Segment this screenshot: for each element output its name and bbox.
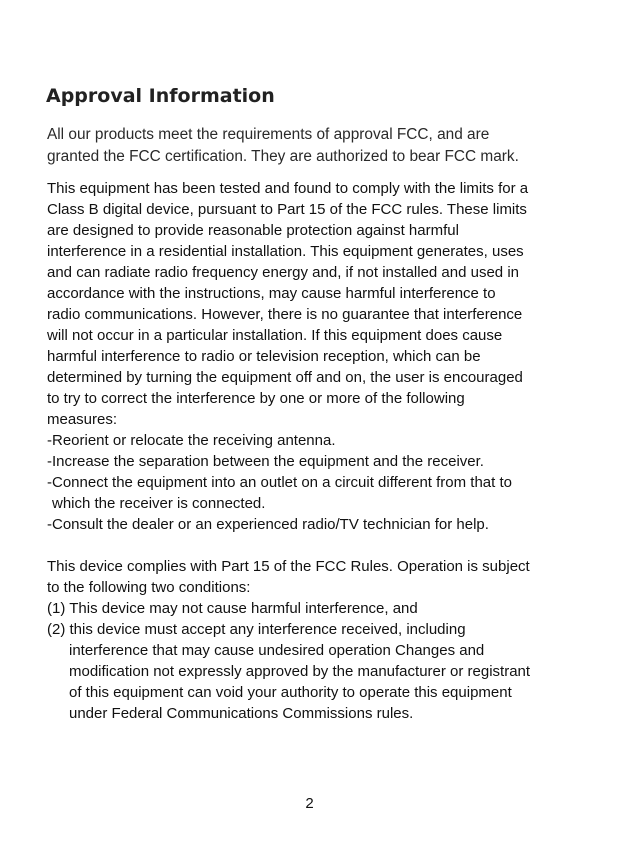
condition-continuation: interference that may cause undesired operation Changes and [69, 642, 485, 659]
condition-continuation: of this equipment can void your authority to operate this equipment [69, 684, 512, 701]
paragraph-line: to the following two conditions: [47, 579, 251, 596]
condition-item: (1) This device may not cause harmful interference, and [47, 600, 418, 617]
measure-item: -Increase the separation between the equipment and the receiver. [47, 453, 484, 470]
measure-item: -Reorient or relocate the receiving antenna. [47, 432, 336, 449]
page-number: 2 [305, 795, 314, 812]
paragraph-line: This device complies with Part 15 of the FCC Rules. Operation is subject [47, 558, 530, 575]
fcc-statement [47, 178, 607, 724]
paragraph-line: accordance with the instructions, may cause harmful interference to [47, 285, 496, 302]
paragraph-line: Class B digital device, pursuant to Part 15 of the FCC rules. These limits [47, 201, 527, 218]
condition-item: (2) this device must accept any interference received, including [47, 621, 466, 638]
paragraph-line: radio communications. However, there is no guarantee that interference [47, 306, 523, 323]
intro-line: All our products meet the requirements of approval FCC, and are [47, 126, 490, 143]
paragraph-line: harmful interference to radio or television reception, which can be [47, 348, 481, 365]
section-title: Approval Information [46, 85, 275, 107]
paragraph-line: determined by turning the equipment off and on, the user is encouraged [47, 369, 523, 386]
intro-line: granted the FCC certification. They are authorized to bear FCC mark. [47, 148, 519, 165]
paragraph-line: are designed to provide reasonable protection against harmful [47, 222, 459, 239]
paragraph-line: and can radiate radio frequency energy and, if not installed and used in [47, 264, 519, 281]
intro-paragraph [47, 124, 607, 168]
paragraph-line: This equipment has been tested and found to comply with the limits for a [47, 180, 529, 197]
paragraph-spacer [47, 535, 607, 556]
paragraph-line: measures: [47, 411, 118, 428]
paragraph-line: to try to correct the interference by one or more of the following [47, 390, 465, 407]
measure-item: -Connect the equipment into an outlet on a circuit different from that to [47, 474, 512, 491]
condition-continuation: under Federal Communications Commissions rules. [69, 705, 414, 722]
paragraph-line: will not occur in a particular installation. If this equipment does cause [47, 327, 503, 344]
measure-item-continuation: which the receiver is connected. [52, 495, 266, 512]
condition-continuation: modification not expressly approved by the manufacturer or registrant [69, 663, 531, 680]
paragraph-line: interference in a residential installation. This equipment generates, uses [47, 243, 524, 260]
measure-item: -Consult the dealer or an experienced radio/TV technician for help. [47, 516, 489, 533]
